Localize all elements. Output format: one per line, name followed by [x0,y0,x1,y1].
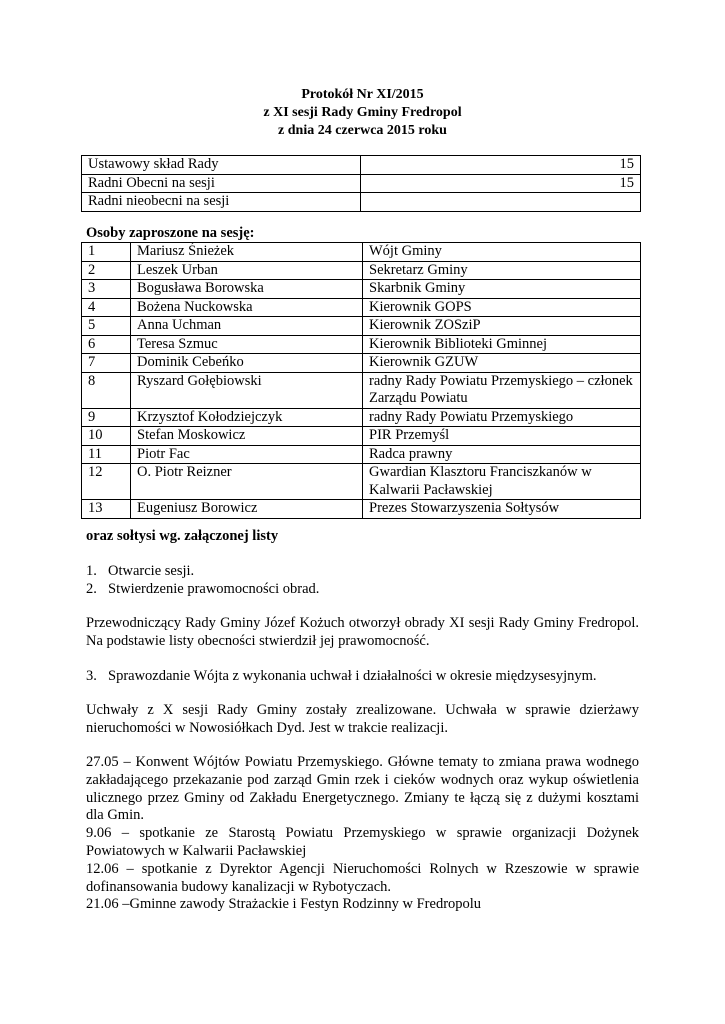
guest-name: Eugeniusz Borowicz [131,500,363,519]
guest-role: Radca prawny [363,445,641,464]
guest-number: 1 [82,243,131,262]
event-entry: 21.06 –Gminne zawody Strażackie i Festyn Rodzinny w Fredropolu [86,896,482,913]
event-entry: 9.06 – spotkanie ze Starostą Powiatu Przemyskiego w sprawie organizacji Dożynek Powiatowych w Kalwarii Pacławskiej [86,825,639,859]
guest-number: 2 [82,261,131,280]
council-label: Ustawowy skład Rady [82,156,361,175]
guest-role: Sekretarz Gminy [363,261,641,280]
table-row [82,174,641,193]
guest-name: Piotr Fac [131,445,363,464]
guest-role: Wójt Gminy [363,243,641,262]
council-composition-table [81,155,641,212]
agenda-item-3 [86,668,639,686]
guest-name: Krzysztof Kołodziejczyk [131,408,363,427]
table-row [82,427,641,446]
table-row [82,500,641,519]
table-row [82,354,641,373]
table-row [82,372,641,408]
guest-role: PIR Przemyśl [363,427,641,446]
guest-number: 11 [82,445,131,464]
guest-name: Bożena Nuckowska [131,298,363,317]
council-value: 15 [361,174,641,193]
council-value [361,193,641,212]
session-date: z dnia 24 czerwca 2015 roku [278,123,447,138]
session-title: z XI sesji Rady Gminy Fredropol [263,105,462,120]
guest-name: Stefan Moskowicz [131,427,363,446]
agenda-list [86,563,639,599]
table-row [82,317,641,336]
guest-number: 13 [82,500,131,519]
table-row [82,408,641,427]
guest-name: Teresa Szmuc [131,335,363,354]
guest-name: Leszek Urban [131,261,363,280]
table-row [82,280,641,299]
guest-role: Kierownik Biblioteki Gminnej [363,335,641,354]
guest-role: Kierownik GZUW [363,354,641,373]
guest-number: 4 [82,298,131,317]
event-entry: 12.06 – spotkanie z Dyrektor Agencji Nieruchomości Rolnych w Rzeszowie w sprawie dofinansowania budowy kanalizacji w Rybotyczach. [86,860,639,895]
table-row [82,261,641,280]
guest-name: Mariusz Śnieżek [131,243,363,262]
list-item [86,563,639,581]
guest-number: 12 [82,464,131,500]
opening-paragraph: Przewodniczący Rady Gminy Józef Kożuch otworzył obrady XI sesji Rady Gminy Fredropol. Na podstawie listy obecności stwierdził jej prawomocność. [86,615,639,649]
protocol-title: Protokół Nr XI/2015 [301,87,424,102]
guest-role: Kierownik ZOSziP [363,317,641,336]
table-row [82,193,641,212]
soltysi-note: oraz sołtysi wg. załączonej listy [86,528,279,544]
list-item [86,668,639,686]
guests-table [81,242,641,519]
guest-number: 3 [82,280,131,299]
guest-name: Anna Uchman [131,317,363,336]
guest-role: radny Rady Powiatu Przemyskiego – członek Zarządu Powiatu [363,372,641,408]
event-entry: 27.05 – Konwent Wójtów Powiatu Przemyskiego. Główne tematy to zmiana prawa wodnego zakładającego przekazanie pod zarząd Gmin rzek i cieków wodnych oraz wykup oświetlenia ulicznego przez Gminy od Zakładu Energetycznego. Zmiany te łączą się z dużymi kosztami dla Gmin. [86,754,639,824]
guest-name: Dominik Cebeńko [131,354,363,373]
agenda-text: Stwierdzenie prawomocności obrad. [108,580,320,597]
list-item [86,581,639,599]
agenda-number: 3. [86,668,97,684]
council-label: Radni nieobecni na sesji [82,193,361,212]
guest-name: Bogusława Borowska [131,280,363,299]
resolutions-paragraph: Uchwały z X sesji Rady Gminy zostały zrealizowane. Uchwała w sprawie dzierżawy nieruchomości w Nowosiółkach Dyd. Jest w trakcie realizacji. [86,702,639,736]
guest-role: Prezes Stowarzyszenia Sołtysów [363,500,641,519]
guest-role: Kierownik GOPS [363,298,641,317]
agenda-number: 2. [86,580,97,597]
guest-number: 9 [82,408,131,427]
table-row [82,243,641,262]
council-label: Radni Obecni na sesji [82,174,361,193]
guest-number: 8 [82,372,131,408]
agenda-text: Otwarcie sesji. [108,563,195,579]
guest-number: 7 [82,354,131,373]
guest-number: 10 [82,427,131,446]
guest-role: Skarbnik Gminy [363,280,641,299]
guests-heading: Osoby zaproszone na sesję: [86,225,255,241]
table-row [82,464,641,500]
guest-number: 6 [82,335,131,354]
events-section [86,754,639,914]
guest-role: radny Rady Powiatu Przemyskiego [363,408,641,427]
guest-name: Ryszard Gołębiowski [131,372,363,408]
guest-name: O. Piotr Reizner [131,464,363,500]
table-row [82,335,641,354]
table-row [82,298,641,317]
council-value: 15 [361,156,641,175]
document-header [0,86,725,140]
guest-role: Gwardian Klasztoru Franciszkanów w Kalwarii Pacławskiej [363,464,641,500]
table-row [82,156,641,175]
agenda-text: Sprawozdanie Wójta z wykonania uchwał i działalności w okresie międzysesyjnym. [108,668,597,684]
table-row [82,445,641,464]
agenda-number: 1. [86,563,97,579]
guest-number: 5 [82,317,131,336]
